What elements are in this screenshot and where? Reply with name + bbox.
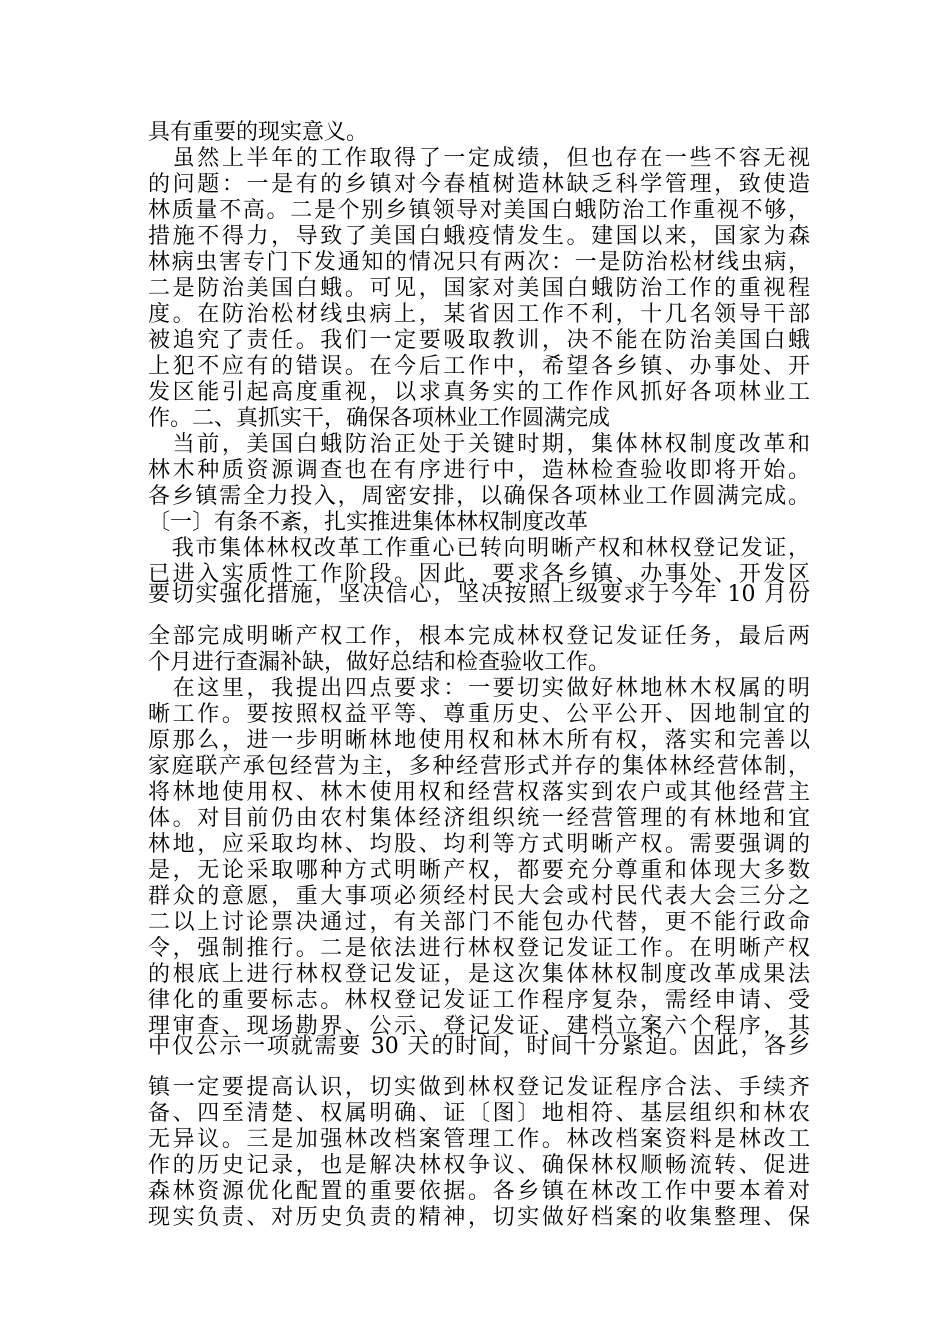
text-line: 林地，应采取均林、均股、均利等方式明晰产权。需要强调的 [148, 832, 810, 857]
text-line: 作的历史记录，也是解决林权争议、确保林权顺畅流转、促进 [148, 1153, 810, 1178]
text-line: 当前，美国白蛾防治正处于关键时期，集体林权制度改革和 [148, 432, 810, 457]
text-line: 个月进行查漏补缺，做好总结和检查验收工作。 [148, 650, 611, 675]
text-line: 的问题：一是有的乡镇对今春植树造林缺乏科学管理，致使造 [148, 172, 810, 197]
text-line: 镇一定要提高认识，切实做到林权登记发证程序合法、手续齐 [148, 1075, 810, 1100]
text-line: 度。在防治松材线虫病上，某省因工作不利，十几名领导干部 [148, 302, 810, 327]
text-line: 各乡镇需全力投入，周密安排，以确保各项林业工作圆满完成。 [148, 484, 810, 509]
text-line: 无异议。三是加强林改档案管理工作。林改档案资料是林改工 [148, 1127, 810, 1152]
text-line: 的根底上进行林权登记发证，是这次集体林权制度改革成果法 [148, 962, 810, 987]
text-line: 〔一〕有条不紊，扎实推进集体林权制度改革 [148, 510, 589, 535]
text-line: 晰工作。要按照权益平等、尊重历史、公平公开、因地制宜的 [148, 702, 810, 727]
text-line: 将林地使用权、林木使用权和经营权落实到农户或其他经营主 [148, 780, 810, 805]
text-line: 在这里，我提出四点要求：一要切实做好林地林木权属的明 [148, 676, 810, 701]
text-block-3 [148, 624, 810, 1040]
text-block-5 [148, 1075, 810, 1231]
text-line: 要切实强化措施，坚决信心，坚决按照上级要求于今年 10 月份 [148, 582, 810, 607]
text-line: 发区能引起高度重视，以求真务实的工作作风抓好各项林业工 [148, 380, 810, 405]
text-line: 令，强制推行。二是依法进行林权登记发证工作。在明晰产权 [148, 936, 810, 961]
text-line: 林质量不高。二是个别乡镇领导对美国白蛾防治工作重视不够， [148, 198, 810, 223]
text-line: 律化的重要标志。林权登记发证工作程序复杂，需经申请、受 [148, 988, 810, 1013]
text-line: 中仅公示一项就需要 30 天的时间，时间十分紧迫。因此，各乡 [148, 1034, 810, 1059]
text-line: 全部完成明晰产权工作，根本完成林权登记发证任务，最后两 [148, 624, 810, 649]
text-line: 群众的意愿，重大事项必须经村民大会或村民代表大会三分之 [148, 884, 810, 909]
text-line: 森林资源优化配置的重要依据。各乡镇在林改工作中要本着对 [148, 1179, 810, 1204]
text-block-4 [148, 1034, 810, 1060]
text-block-1 [148, 120, 810, 588]
text-block-2 [148, 582, 810, 608]
text-line: 我市集体林权改革工作重心已转向明晰产权和林权登记发证， [148, 536, 810, 561]
text-line: 林木种质资源调查也在有序进行中，造林检查验收即将开始。 [148, 458, 810, 483]
text-line: 虽然上半年的工作取得了一定成绩，但也存在一些不容无视 [148, 146, 810, 171]
text-line: 体。对目前仍由农村集体经济组织统一经营管理的有林地和宜 [148, 806, 810, 831]
text-line: 被追究了责任。我们一定要吸取教训，决不能在防治美国白蛾 [148, 328, 810, 353]
text-line: 具有重要的现实意义。 [148, 120, 369, 145]
text-line: 家庭联产承包经营为主，多种经营形式并存的集体林经营体制， [148, 754, 810, 779]
text-line: 措施不得力，导致了美国白蛾疫情发生。建国以来，国家为森 [148, 224, 810, 249]
text-line: 现实负责、对历史负责的精神，切实做好档案的收集整理、保 [148, 1205, 810, 1230]
text-line: 林病虫害专门下发通知的情况只有两次：一是防治松材线虫病， [148, 250, 810, 275]
text-line: 上犯不应有的错误。在今后工作中，希望各乡镇、办事处、开 [148, 354, 810, 379]
text-line: 理审查、现场勘界、公示、登记发证、建档立案六个程序，其 [148, 1014, 810, 1039]
text-line: 二以上讨论票决通过，有关部门不能包办代替，更不能行政命 [148, 910, 810, 935]
text-line: 已进入实质性工作阶段。因此，要求各乡镇、办事处、开发区 [148, 562, 810, 587]
text-line: 二是防治美国白蛾。可见，国家对美国白蛾防治工作的重视程 [148, 276, 810, 301]
text-line: 作。二、真抓实干，确保各项林业工作圆满完成 [148, 406, 611, 431]
text-line: 备、四至清楚、权属明确、证〔图〕地相符、基层组织和林农 [148, 1101, 810, 1126]
text-line: 原那么，进一步明晰林地使用权和林木所有权，落实和完善以 [148, 728, 810, 753]
text-line: 是，无论采取哪种方式明晰产权，都要充分尊重和体现大多数 [148, 858, 810, 883]
